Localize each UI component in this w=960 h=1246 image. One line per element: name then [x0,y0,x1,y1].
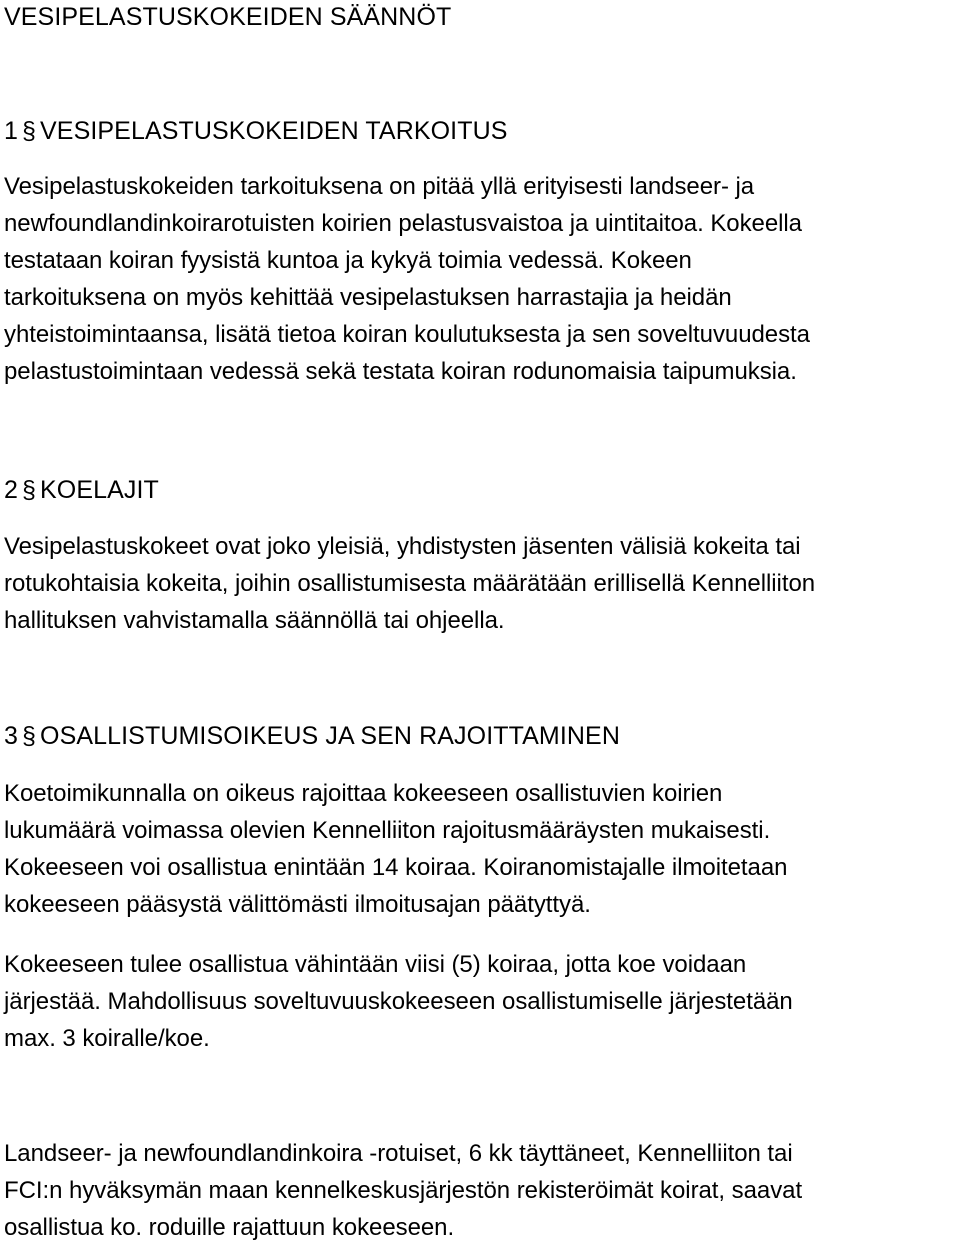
section-2-heading [4,472,159,508]
section-number: 1 [4,117,19,145]
text-line: osallistua ko. roduille rajattuun kokeeseen. [4,1214,455,1241]
text-line: kokeeseen pääsystä välittömästi ilmoitusajan päätyttyä. [4,891,591,918]
text-line: järjestää. Mahdollisuus soveltuvuuskokeeseen osallistumiselle järjestetään [4,988,793,1015]
text-line: newfoundlandinkoirarotuisten koirien pelastusvaistoa ja uintitaitoa. Kokeella [4,210,802,237]
section-sign: § [22,476,37,504]
text-line: Kokeeseen voi osallistua enintään 14 koiraa. Koiranomistajalle ilmoitetaan [4,854,788,881]
section-sign: § [22,117,37,145]
section-number: 3 [4,722,19,750]
text-line: tarkoituksena on myös kehittää vesipelastuksen harrastajia ja heidän [4,284,732,311]
text-line: yhteistoimintaansa, lisätä tietoa koiran koulutuksesta ja sen soveltuvuudesta [4,321,810,348]
text-line: FCI:n hyväksymän maan kennelkeskusjärjestön rekisteröimät koirat, saavat [4,1177,803,1204]
text-line: rotukohtaisia kokeita, joihin osallistumisesta määrätään erillisellä Kennelliiton [4,570,816,597]
section-3-paragraph-1 [4,775,787,923]
section-title: KOELAJIT [40,476,159,504]
section-number: 2 [4,476,19,504]
text-line: pelastustoimintaan vedessä sekä testata koiran rodunomaisia taipumuksia. [4,358,797,385]
text-line: Landseer- ja newfoundlandinkoira -rotuiset, 6 kk täyttäneet, Kennelliiton tai [4,1140,793,1167]
text-line: Vesipelastuskokeiden tarkoituksena on pitää yllä erityisesti landseer- ja [4,173,755,200]
document-title: VESIPELASTUSKOKEIDEN SÄÄNNÖT [4,3,452,31]
text-line: Koetoimikunnalla on oikeus rajoittaa kokeeseen osallistuvien koirien [4,780,723,807]
text-line: Vesipelastuskokeet ovat joko yleisiä, yhdistysten jäsenten välisiä kokeita tai [4,533,801,560]
text-line: lukumäärä voimassa olevien Kennelliiton rajoitusmääräysten mukaisesti. [4,817,771,844]
section-sign: § [22,722,37,750]
section-2-paragraph-1 [4,528,815,639]
section-1-paragraph-1 [4,168,810,390]
text-line: Kokeeseen tulee osallistua vähintään viisi (5) koiraa, jotta koe voidaan [4,951,747,978]
section-3-heading [4,718,620,754]
section-title: OSALLISTUMISOIKEUS JA SEN RAJOITTAMINEN [40,722,620,750]
section-3-paragraph-2 [4,946,793,1057]
section-title: VESIPELASTUSKOKEIDEN TARKOITUS [40,117,508,145]
text-line: max. 3 koiralle/koe. [4,1025,210,1052]
text-line: hallituksen vahvistamalla säännöllä tai ohjeella. [4,607,505,634]
section-3-paragraph-3 [4,1135,802,1246]
text-line: testataan koiran fyysistä kuntoa ja kykyä toimia vedessä. Kokeen [4,247,692,274]
section-1-heading [4,113,508,149]
